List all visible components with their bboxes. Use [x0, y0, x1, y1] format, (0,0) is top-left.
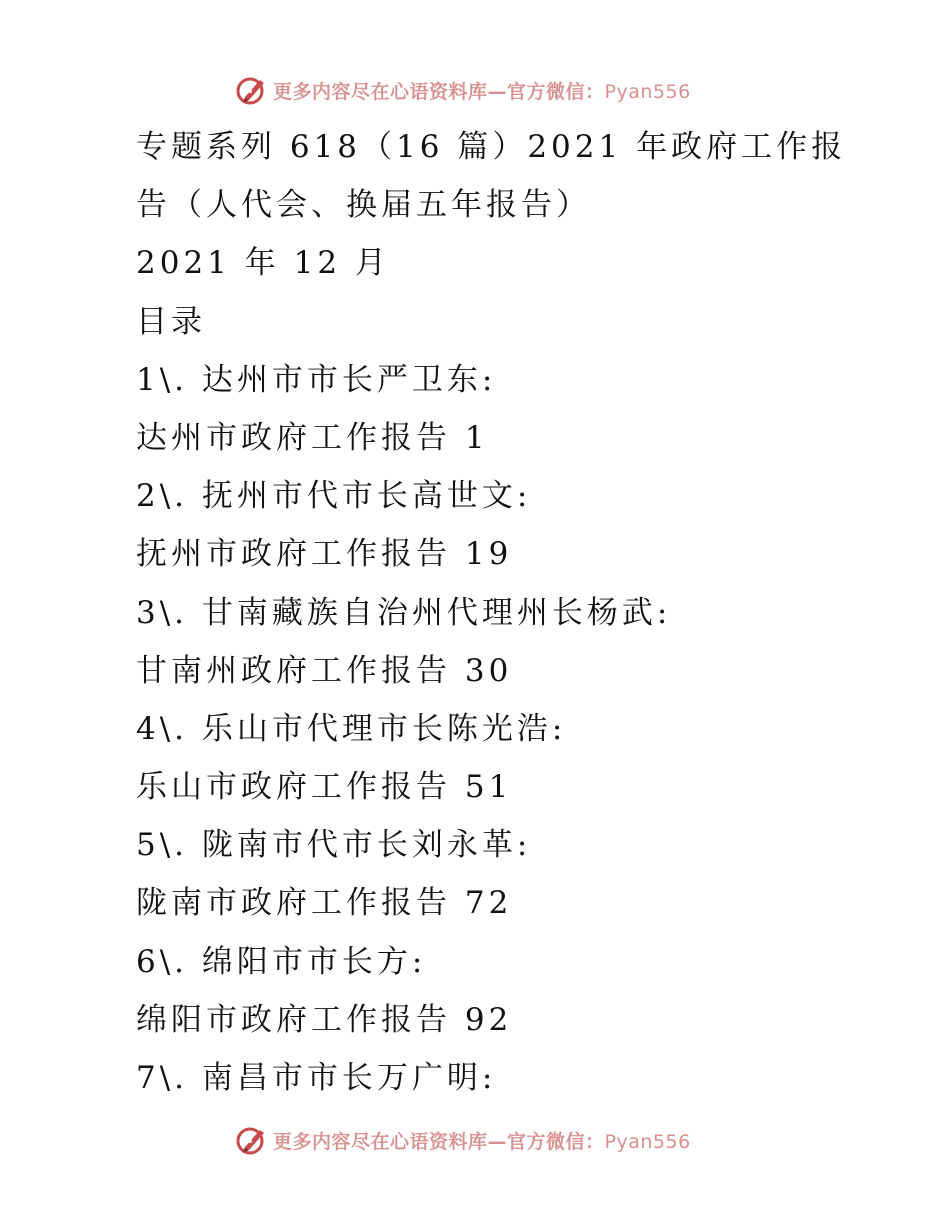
date-line: 2021 年 12 月	[136, 245, 390, 282]
document-body	[136, 118, 847, 1107]
toc-heading: 目录	[136, 303, 206, 340]
pen-logo-icon	[235, 73, 269, 107]
toc-entry-3-speaker: 3\. 甘南藏族自治州代理州长杨武:	[136, 594, 672, 631]
pen-logo-icon	[235, 1123, 269, 1157]
toc-entry-4-title: 乐山市政府工作报告 51	[136, 769, 513, 806]
toc-entry-2-speaker: 2\. 抚州市代市长高世文:	[136, 478, 532, 515]
toc-entry-1-speaker: 1\. 达州市市长严卫东:	[136, 361, 497, 398]
watermark-text: 更多内容尽在心语资料库—官方微信：Pyan556	[273, 1130, 691, 1153]
watermark-text: 更多内容尽在心语资料库—官方微信：Pyan556	[273, 80, 691, 103]
toc-entry-6-speaker: 6\. 绵阳市市长方:	[136, 943, 427, 980]
toc-entry-4-speaker: 4\. 乐山市代理市长陈光浩:	[136, 710, 567, 747]
toc-entry-5-title: 陇南市政府工作报告 72	[136, 885, 513, 922]
title-line-2: 告（人代会、换届五年报告）	[136, 187, 591, 224]
toc-entry-1-title: 达州市政府工作报告 1	[136, 419, 489, 456]
watermark-banner-top	[235, 72, 691, 108]
title-line-1: 专题系列 618（16 篇）2021 年政府工作报	[136, 129, 847, 165]
toc-entry-6-title: 绵阳市政府工作报告 92	[136, 1001, 513, 1038]
toc-entry-7-speaker: 7\. 南昌市市长万广明:	[136, 1060, 497, 1096]
toc-entry-5-speaker: 5\. 陇南市代市长刘永革:	[136, 827, 532, 864]
watermark-banner-bottom	[235, 1122, 691, 1158]
toc-entry-3-title: 甘南州政府工作报告 30	[136, 652, 513, 689]
toc-entry-2-title: 抚州市政府工作报告 19	[136, 536, 513, 573]
